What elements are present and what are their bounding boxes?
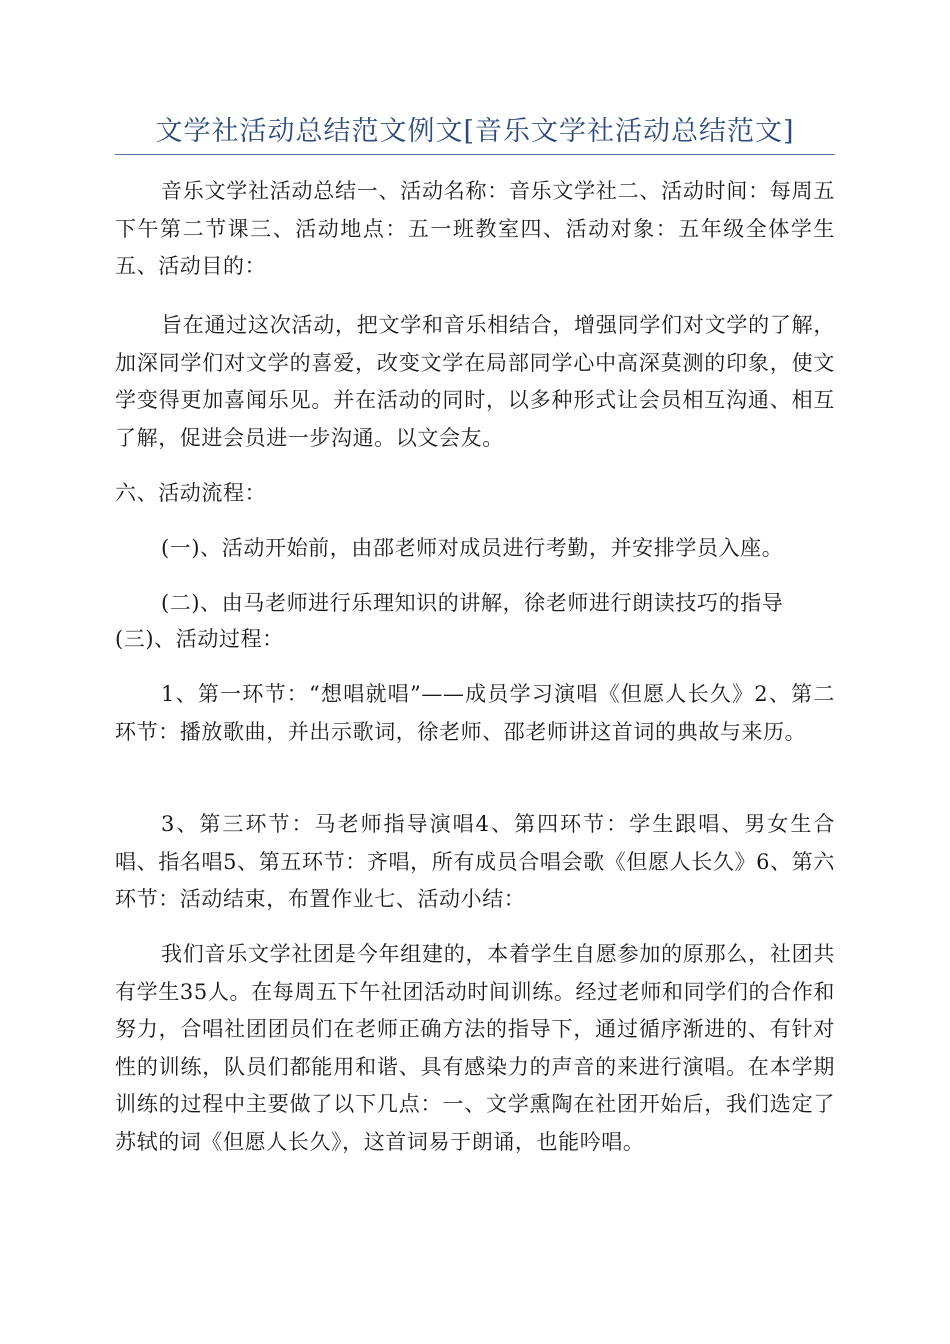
paragraph-process-step-1: (一)、活动开始前，由邵老师对成员进行考勤，并安排学员入座。 (161, 536, 784, 560)
paragraph-stages-3-6: 3、第三环节：马老师指导演唱4、第四环节：学生跟唱、男女生合唱、指名唱5、第五环节：齐唱，所有成员合唱会歌《但愿人长久》6、第六环节：活动结束，布置作业七、活动小结： (115, 812, 835, 911)
paragraph-summary: 我们音乐文学社团是今年组建的，本着学生自愿参加的原那么，社团共有学生35人。在每周五下午社团活动时间训练。经过老师和同学们的合作和努力，合唱社团团员们在老师正确方法的指导下，通过循序渐进的、有针对性的训练，队员们都能用和谐、具有感染力的声音的来进行演唱。在本学期训练的过程中主要做了以下几点：一、文学熏陶在社团开始后，我们选定了苏轼的词《但愿人长久》，这首词易于朗诵，也能吟唱。 (115, 942, 835, 1154)
title-underline (115, 154, 835, 155)
paragraph-process-heading: 六、活动流程： (115, 481, 267, 505)
paragraph-process-step-3: (三)、活动过程： (115, 627, 284, 651)
paragraph-stages-1-2: 1、第一环节：“想唱就唱”——成员学习演唱《但愿人长久》2、第二环节：播放歌曲，并出示歌词，徐老师、邵老师讲这首词的典故与来历。 (115, 682, 835, 744)
paragraph-process-step-2: (二)、由马老师进行乐理知识的讲解，徐老师进行朗读技巧的指导 (161, 591, 784, 615)
paragraph-activity-info: 音乐文学社活动总结一、活动名称：音乐文学社二、活动时间：每周五下午第二节课三、活动地点：五一班教室四、活动对象：五年级全体学生五、活动目的： (115, 179, 835, 278)
paragraph-purpose: 旨在通过这次活动，把文学和音乐相结合，增强同学们对文学的了解，加深同学们对文学的喜爱，改变文学在局部同学心中高深莫测的印象，使文学变得更加喜闻乐见。并在活动的同时，以多种形式让会员相互沟通、相互了解，促进会员进一步沟通。以文会友。 (115, 313, 835, 450)
document-title: 文学社活动总结范文例文[音乐文学社活动总结范文] (155, 116, 795, 147)
